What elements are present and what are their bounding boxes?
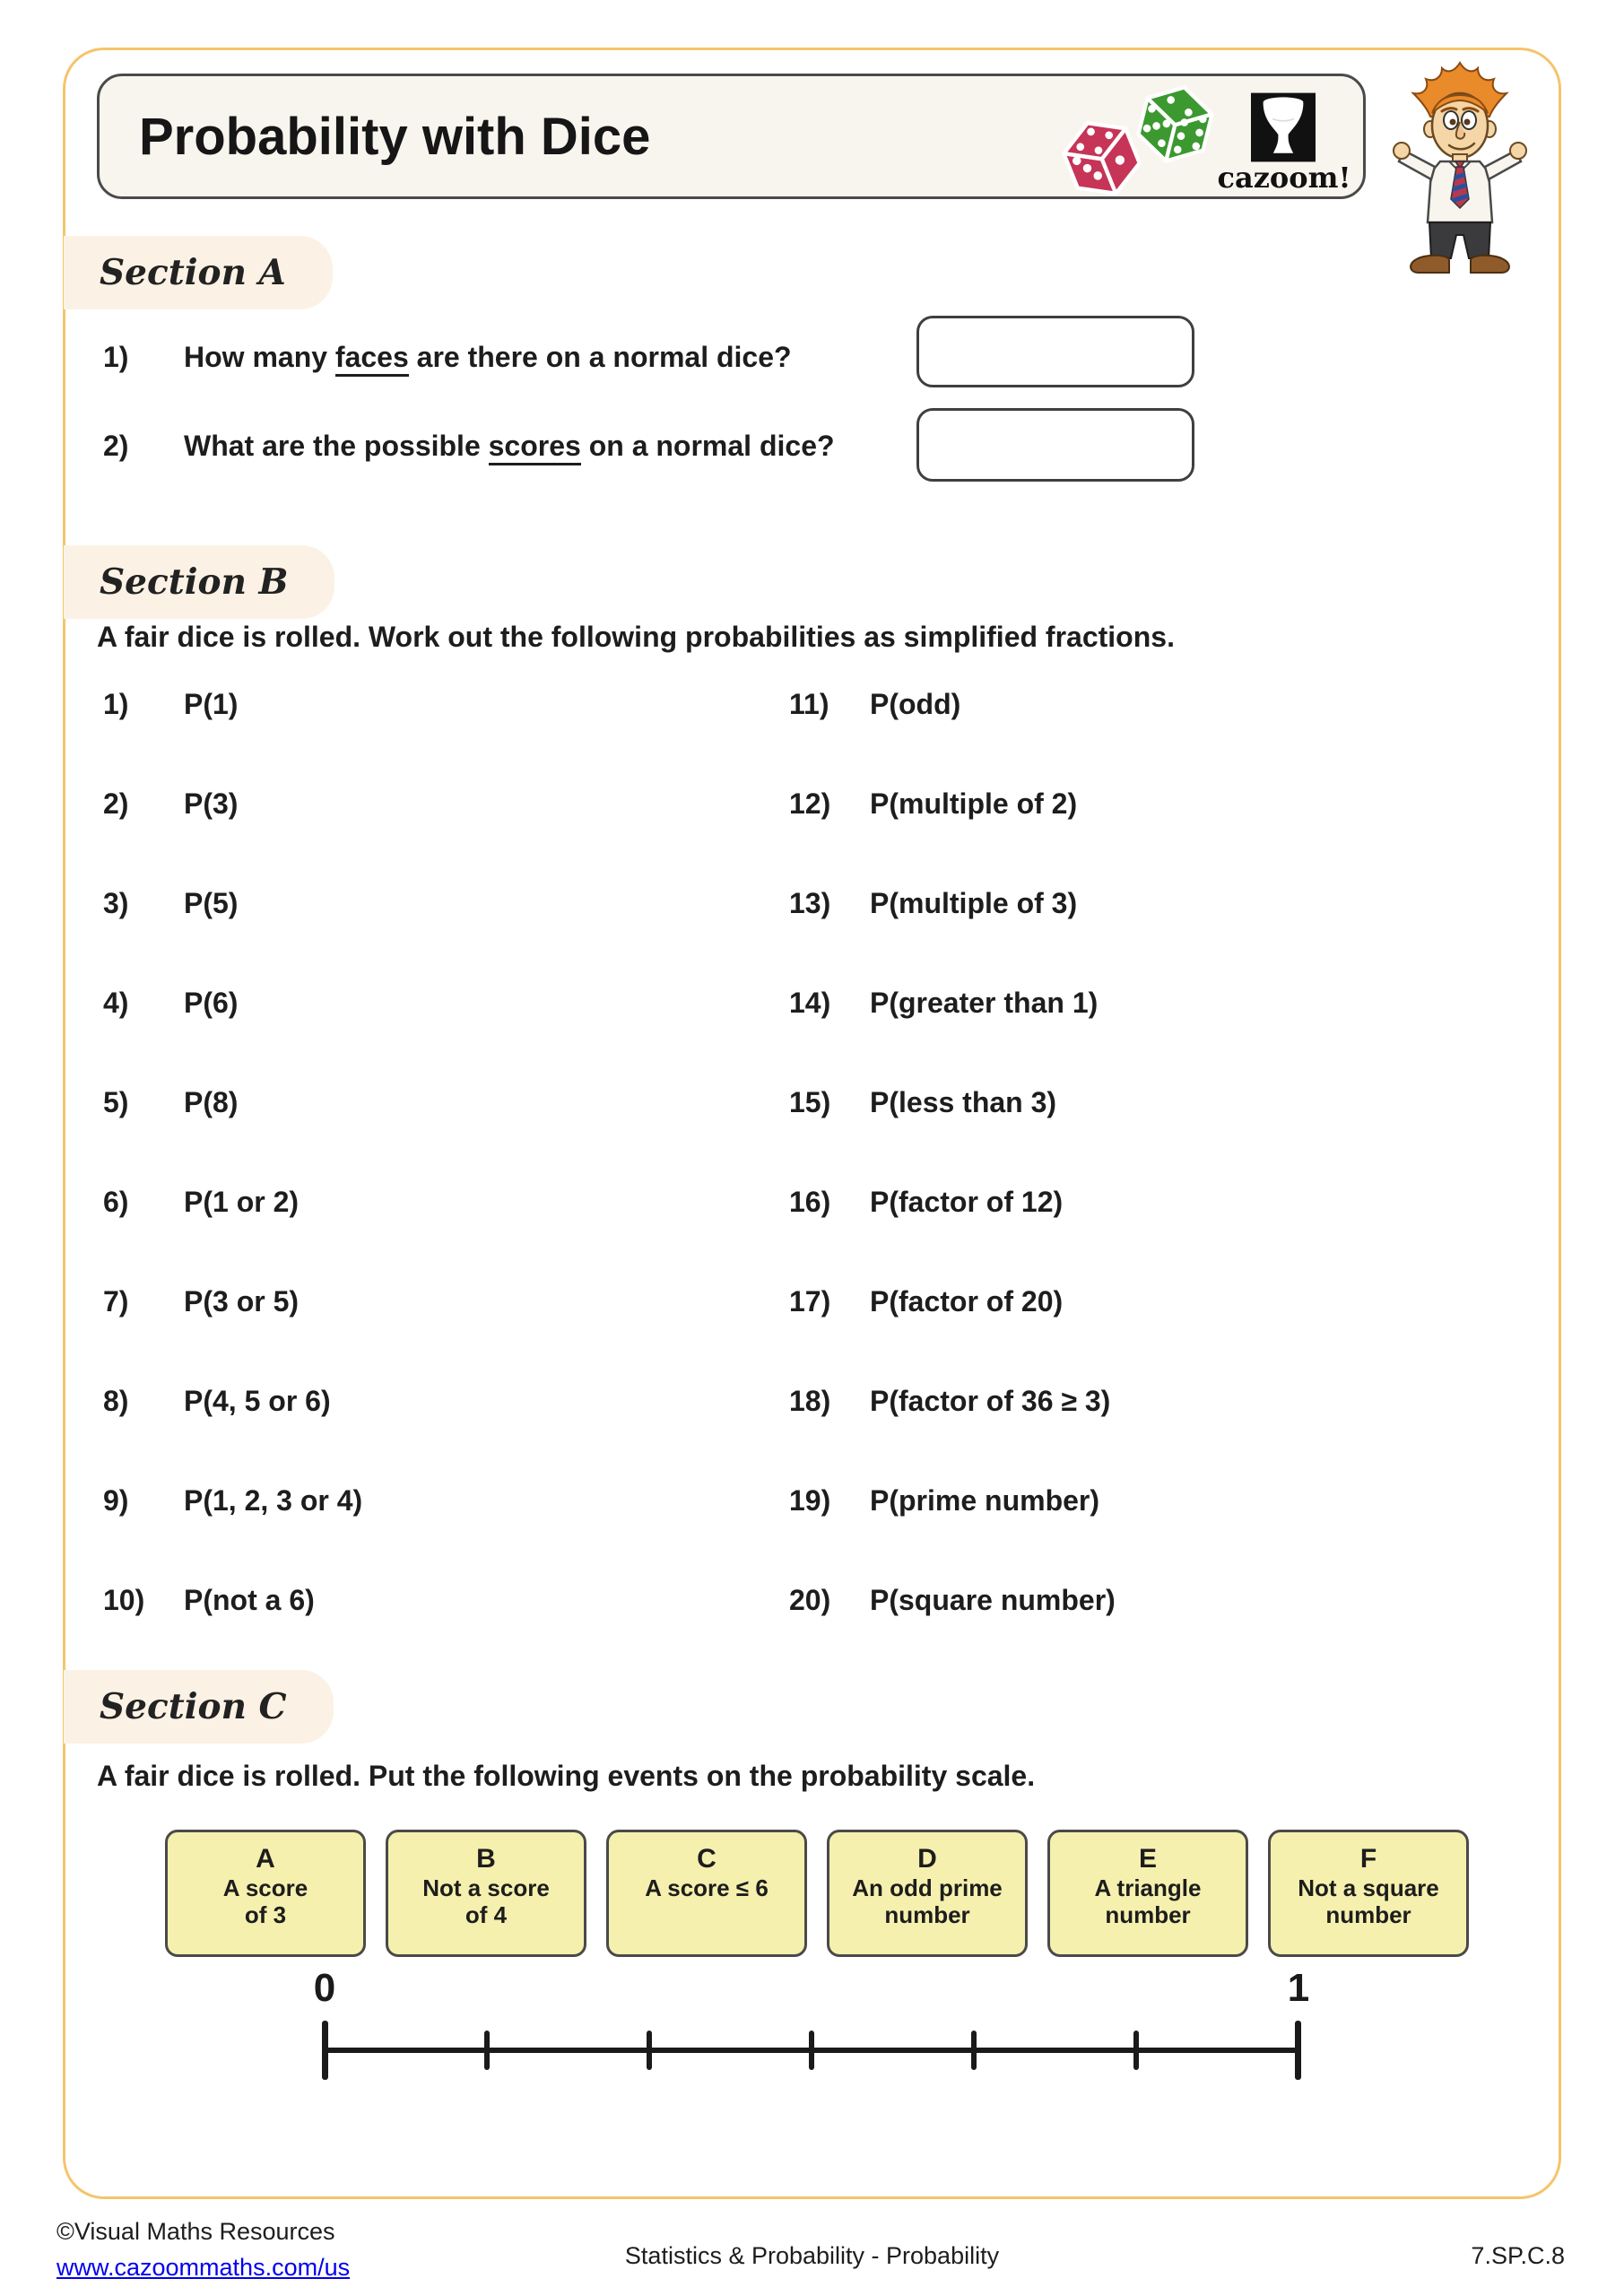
card-text-line1: A score ≤ 6: [645, 1874, 769, 1901]
prob-item: [789, 1087, 1116, 1118]
underlined-word: scores: [489, 430, 581, 465]
item-number: 9): [103, 1484, 129, 1517]
prob-item: [103, 1286, 362, 1317]
item-expression: P(multiple of 3): [870, 887, 1078, 919]
scale-tick: [322, 2021, 328, 2080]
prob-item: [789, 1485, 1116, 1516]
item-number: 7): [103, 1285, 129, 1318]
card-text-line1: A triangle: [1094, 1874, 1202, 1901]
question-text: How many faces are there on a normal dice?: [184, 341, 792, 373]
item-expression: P(3): [184, 787, 239, 820]
section-a-label: Section A: [64, 236, 333, 309]
item-expression: P(1, 2, 3 or 4): [184, 1484, 363, 1517]
item-expression: P(factor of 12): [870, 1186, 1064, 1218]
item-number: 6): [103, 1186, 129, 1218]
card-text-line2: of 3: [244, 1901, 287, 1928]
item-expression: P(factor of 36 ≥ 3): [870, 1385, 1111, 1417]
cazoom-logo-text: cazoom!: [1217, 161, 1351, 195]
scale-label-1: 1: [1287, 1966, 1310, 2010]
card-text-line2: number: [1105, 1901, 1191, 1928]
prob-item: [789, 788, 1116, 819]
red-die-icon: [1059, 116, 1144, 201]
item-number: 17): [789, 1285, 831, 1318]
card-letter: C: [697, 1844, 716, 1874]
item-expression: P(8): [184, 1086, 239, 1118]
answer-box-1[interactable]: [916, 316, 1194, 387]
section-c-instruction: A fair dice is rolled. Put the following events on the probability scale.: [97, 1760, 1036, 1792]
question-row-1: [103, 341, 792, 373]
prob-item: [103, 987, 362, 1018]
item-number: 2): [103, 787, 129, 820]
mascot-character: [1390, 59, 1530, 282]
scale-tick: [1295, 2021, 1301, 2080]
card-letter: D: [917, 1844, 937, 1874]
question-text: What are the possible scores on a normal dice?: [184, 430, 835, 462]
item-expression: P(6): [184, 987, 239, 1019]
item-number: 11): [789, 688, 829, 720]
event-card-d: [827, 1830, 1028, 1957]
item-expression: P(odd): [870, 688, 961, 720]
card-text-line2: number: [1325, 1901, 1411, 1928]
prob-item: [789, 1386, 1116, 1416]
prob-item: [789, 1187, 1116, 1217]
prob-item: [103, 788, 362, 819]
item-expression: P(1): [184, 688, 239, 720]
item-number: 13): [789, 887, 831, 919]
card-letter: E: [1138, 1844, 1157, 1874]
item-expression: P(prime number): [870, 1484, 1100, 1517]
card-text-line1: Not a square: [1298, 1874, 1439, 1901]
item-number: 14): [789, 987, 831, 1019]
prob-item: [789, 888, 1116, 918]
item-number: 8): [103, 1385, 129, 1417]
scale-tick: [484, 2031, 490, 2070]
prob-item: [789, 689, 1116, 719]
prob-item: [789, 1585, 1116, 1615]
card-text-line2: number: [884, 1901, 970, 1928]
item-expression: P(not a 6): [184, 1584, 315, 1616]
item-expression: P(3 or 5): [184, 1285, 300, 1318]
footer-standard-code: 7.SP.C.8: [1471, 2242, 1565, 2269]
footer-copyright: ©Visual Maths Resources: [56, 2218, 335, 2245]
item-number: 15): [789, 1086, 831, 1118]
prob-item: [103, 888, 362, 918]
card-text-line1: A score: [222, 1874, 308, 1901]
item-number: 18): [789, 1385, 831, 1417]
item-expression: P(4, 5 or 6): [184, 1385, 331, 1417]
cazoom-drum-icon: [1251, 90, 1316, 165]
prob-item: [103, 1585, 362, 1615]
card-letter: F: [1359, 1844, 1377, 1874]
section-b-right-column: [789, 689, 1116, 1684]
question-number: 2): [103, 430, 129, 462]
prob-item: [103, 689, 362, 719]
scale-tick: [971, 2031, 977, 2070]
item-expression: P(factor of 20): [870, 1285, 1064, 1318]
item-expression: P(greater than 1): [870, 987, 1099, 1019]
item-number: 16): [789, 1186, 831, 1218]
event-cards-row: [165, 1830, 1469, 1957]
question-number: 1): [103, 341, 129, 373]
item-expression: P(5): [184, 887, 239, 919]
prob-item: [103, 1187, 362, 1217]
scale-tick: [1133, 2031, 1139, 2070]
section-c-label: Section C: [64, 1670, 334, 1744]
card-letter: A: [256, 1844, 275, 1874]
item-number: 5): [103, 1086, 129, 1118]
item-number: 3): [103, 887, 129, 919]
prob-item: [103, 1087, 362, 1118]
footer-website-link[interactable]: www.cazoommaths.com/us: [56, 2254, 351, 2281]
item-number: 10): [103, 1584, 145, 1616]
item-number: 20): [789, 1584, 831, 1616]
item-number: 1): [103, 688, 129, 720]
answer-box-2[interactable]: [916, 408, 1194, 482]
section-b-instruction: A fair dice is rolled. Work out the following probabilities as simplified fractions.: [97, 621, 1175, 653]
item-number: 4): [103, 987, 129, 1019]
prob-item: [103, 1485, 362, 1516]
card-letter: B: [476, 1844, 496, 1874]
event-card-a: [165, 1830, 366, 1957]
green-die-icon: [1133, 82, 1218, 167]
event-card-f: [1268, 1830, 1469, 1957]
item-expression: P(multiple of 2): [870, 787, 1078, 820]
section-b-label: Section B: [64, 545, 334, 619]
card-text-line1: Not a score: [422, 1874, 550, 1901]
item-expression: P(square number): [870, 1584, 1116, 1616]
prob-item: [103, 1386, 362, 1416]
item-expression: P(less than 3): [870, 1086, 1057, 1118]
prob-item: [789, 987, 1116, 1018]
scale-tick: [809, 2031, 814, 2070]
scale-tick: [647, 2031, 652, 2070]
question-row-2: [103, 430, 835, 462]
scale-label-0: 0: [313, 1966, 336, 2010]
footer-topic: Statistics & Probability - Probability: [624, 2242, 1000, 2269]
card-text-line2: of 4: [465, 1901, 508, 1928]
page-title: Probability with Dice: [139, 108, 651, 166]
card-text-line1: An odd prime: [852, 1874, 1003, 1901]
event-card-b: [386, 1830, 586, 1957]
item-number: 19): [789, 1484, 831, 1517]
event-card-e: [1047, 1830, 1248, 1957]
section-b-left-column: [103, 689, 362, 1684]
item-number: 12): [789, 787, 831, 820]
item-expression: P(1 or 2): [184, 1186, 300, 1218]
event-card-c: [606, 1830, 807, 1957]
underlined-word: faces: [335, 341, 409, 377]
prob-item: [789, 1286, 1116, 1317]
title-bar: [97, 74, 1366, 199]
